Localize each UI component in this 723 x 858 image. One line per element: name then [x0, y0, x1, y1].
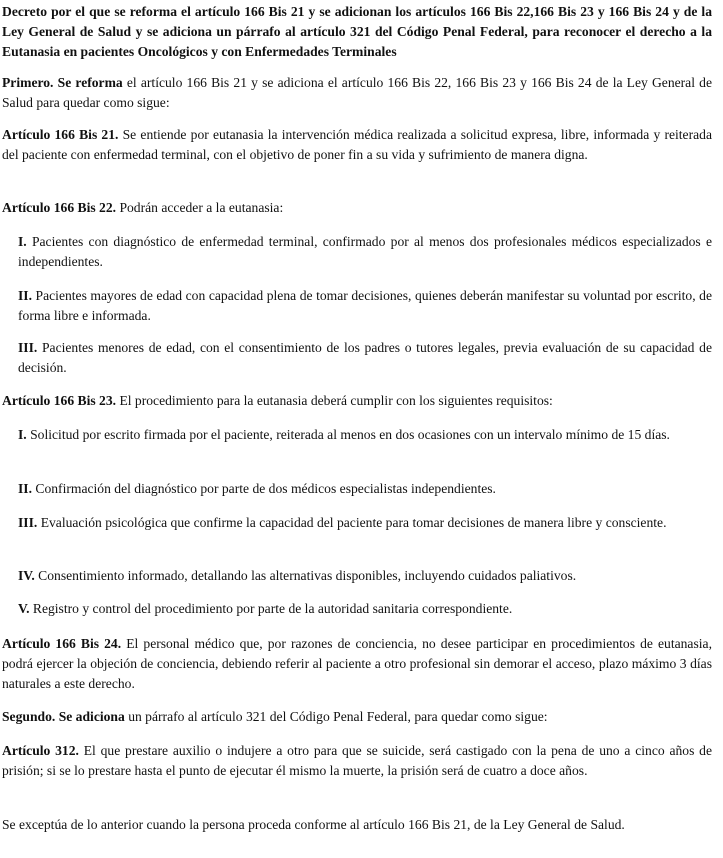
item-text: Evaluación psicológica que confirme la capacidad del paciente para tomar decisiones de manera libre y consciente. [40, 515, 667, 530]
primero-text: el artículo 166 Bis 21 y se adiciona el artículo 166 Bis 22, 166 Bis 23 y 166 Bis 24 de la Ley General de Salud para quedar como sigue: [2, 75, 712, 110]
primero-label: Primero. [2, 75, 54, 90]
decree-title: Decreto por el que se reforma el artículo 166 Bis 21 y se adicionan los artículos 166 Bis 22,166 Bis 23 y 166 Bis 24 y de la Ley General de Salud y se adiciona un párrafo al artículo 321 del Código Penal Federal, para reconocer el derecho a la Eutanasia en pacientes Oncológicos y con Enfermedades Terminales [2, 4, 712, 59]
item-text: Registro y control del procedimiento por parte de la autoridad sanitaria correspondiente. [32, 601, 513, 616]
primero-paragraph [2, 73, 712, 113]
list-item [18, 479, 712, 499]
item-number: I. [18, 234, 27, 249]
item-number: II. [18, 481, 32, 496]
list-item [18, 338, 712, 378]
list-item [18, 513, 712, 533]
article-label: Artículo 166 Bis 22. [2, 200, 117, 215]
article-text: El procedimiento para la eutanasia deberá cumplir con los siguientes requisitos: [119, 393, 553, 408]
article-text: Podrán acceder a la eutanasia: [119, 200, 284, 215]
article-text: El que prestare auxilio o indujere a otro para que se suicide, será castigado con la pena de uno a cinco años de prisión; si se lo prestare hasta el punto de ejecutar él mismo la muerte, la prisión será de cuatro a doce años. [2, 743, 712, 778]
item-number: III. [18, 515, 38, 530]
item-text: Consentimiento informado, detallando las alternativas disponibles, incluyendo cuidados paliativos. [38, 568, 577, 583]
article-label: Artículo 166 Bis 23. [2, 393, 117, 408]
item-number: II. [18, 288, 32, 303]
list-item [18, 566, 712, 586]
item-text: Pacientes mayores de edad con capacidad plena de tomar decisiones, quienes deberán manifestar su voluntad por escrito, de forma libre e informada. [18, 288, 712, 323]
item-text: Solicitud por escrito firmada por el paciente, reiterada al menos en dos ocasiones con un intervalo mínimo de 15 días. [30, 427, 670, 442]
item-number: IV. [18, 568, 35, 583]
article-166-bis-24 [2, 634, 712, 694]
article-166-bis-22 [2, 198, 712, 218]
article-text: El personal médico que, por razones de conciencia, no desee participar en procedimientos de eutanasia, podrá ejercer la objeción de conciencia, debiendo referir al paciente a otro profesional sin demorar el acceso, plazo máximo 3 días naturales a este derecho. [2, 636, 712, 691]
article-166-bis-23 [2, 391, 712, 411]
primero-verb: Se reforma [57, 75, 123, 90]
segundo-verb: Se adiciona [58, 709, 125, 724]
segundo-label: Segundo. [2, 709, 56, 724]
segundo-text: un párrafo al artículo 321 del Código Penal Federal, para quedar como sigue: [128, 709, 548, 724]
item-number: III. [18, 340, 38, 355]
list-item [18, 286, 712, 326]
article-label: Artículo 166 Bis 24. [2, 636, 122, 651]
article-166-bis-21 [2, 125, 712, 165]
item-text: Confirmación del diagnóstico por parte de dos médicos especialistas independientes. [35, 481, 496, 496]
item-text: Pacientes con diagnóstico de enfermedad terminal, confirmado por al menos dos profesionales médicos especializados e independientes. [18, 234, 712, 269]
article-312 [2, 741, 712, 781]
article-text: Se entiende por eutanasia la intervención médica realizada a solicitud expresa, libre, informada y reiterada del paciente con enfermedad terminal, con el objetivo de poner fin a su vida y sufrimiento de manera digna. [2, 127, 712, 162]
article-label: Artículo 166 Bis 21. [2, 127, 119, 142]
list-item [18, 232, 712, 272]
closing-paragraph: Se exceptúa de lo anterior cuando la persona proceda conforme al artículo 166 Bis 21, de la Ley General de Salud. [2, 817, 625, 832]
item-number: V. [18, 601, 30, 616]
article-label: Artículo 312. [2, 743, 79, 758]
list-item [18, 599, 712, 619]
item-text: Pacientes menores de edad, con el consentimiento de los padres o tutores legales, previa evaluación de su capacidad de decisión. [18, 340, 712, 375]
list-item [18, 425, 712, 445]
segundo-paragraph [2, 707, 712, 727]
item-number: I. [18, 427, 27, 442]
